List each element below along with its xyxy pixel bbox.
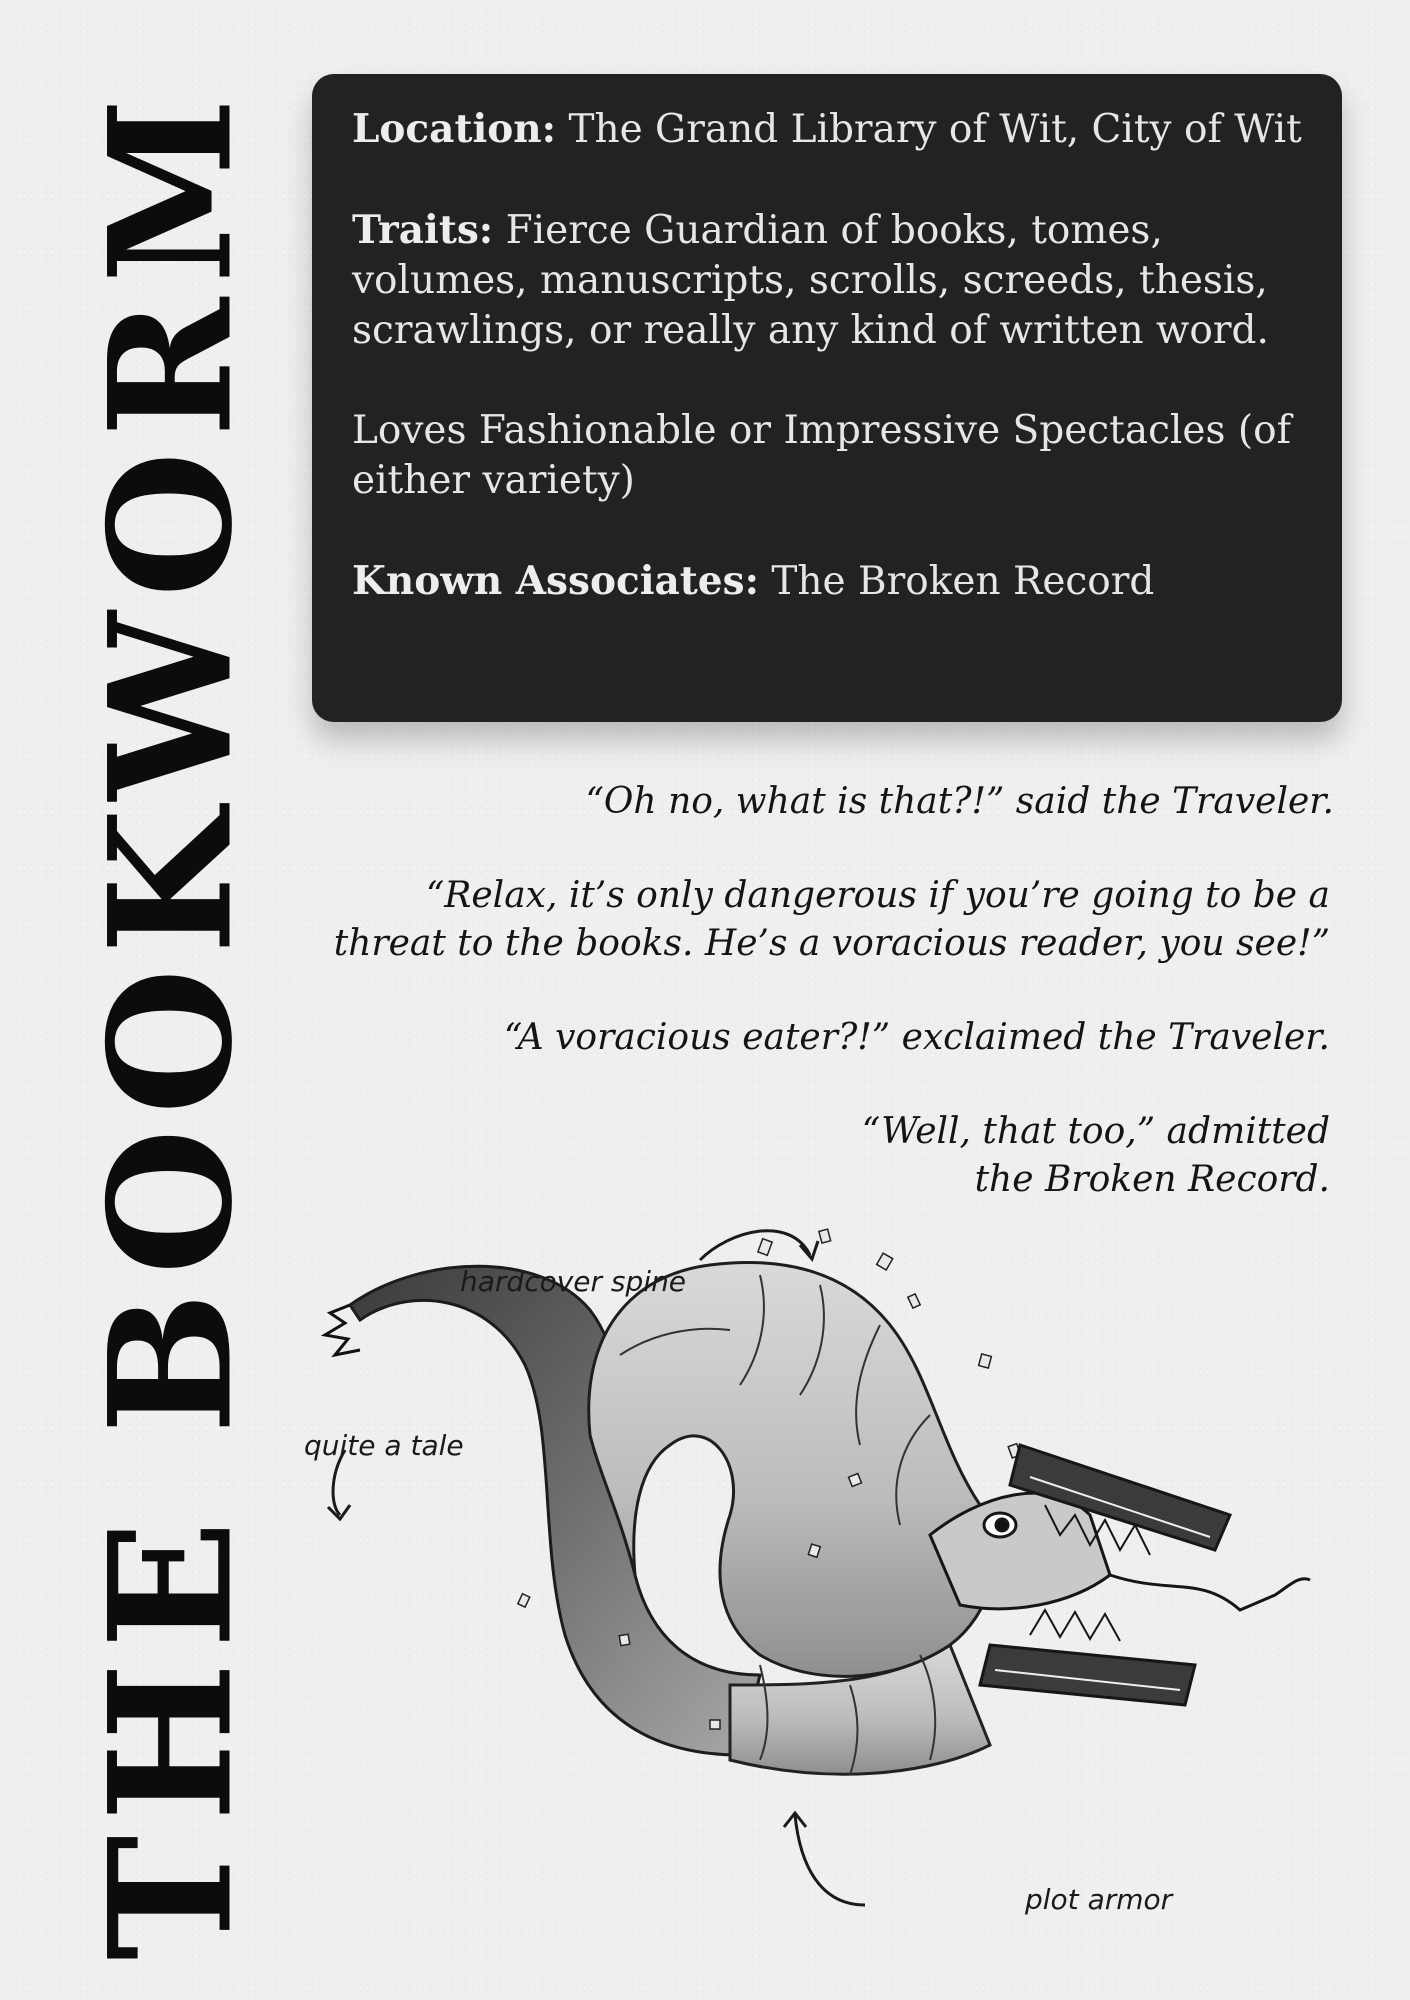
associates-line — [352, 556, 1302, 607]
title-column — [70, 70, 270, 1975]
page-title: THE BOOKWORM — [71, 83, 270, 1961]
annotation-spine: hardcover spine — [460, 1265, 687, 1298]
annotation-tail: quite a tale — [304, 1429, 464, 1462]
bookworm-illustration — [290, 1215, 1370, 1960]
traits-label: Traits: — [352, 207, 494, 253]
bookworm-drawing — [290, 1215, 1370, 1960]
head-book — [930, 1445, 1310, 1705]
location-line — [352, 104, 1302, 155]
associates-value: The Broken Record — [771, 559, 1155, 604]
dialogue-line-2: “Relax, it’s only dangerous if you’re going to be a threat to the books. He’s a voracious reader, you see!” — [333, 875, 1330, 964]
dialogue-line-3: “A voracious eater?!” exclaimed the Traveler. — [503, 1017, 1330, 1058]
annotation-armor: plot armor — [1025, 1883, 1173, 1916]
location-value: The Grand Library of Wit, City of Wit — [568, 107, 1302, 152]
dialogue-block — [330, 778, 1334, 1250]
dialogue-line-1: “Oh no, what is that?!” said the Traveler. — [585, 781, 1334, 822]
location-label: Location: — [352, 106, 557, 152]
dialogue-line-4: “Well, that too,” admitted the Broken Record. — [861, 1111, 1330, 1200]
associates-label: Known Associates: — [352, 558, 759, 604]
info-card — [312, 74, 1342, 722]
loves-line: Loves Fashionable or Impressive Spectacles (of either variety) — [352, 408, 1292, 503]
traits-line — [352, 205, 1302, 356]
traits-value: Fierce Guardian of books, tomes, volumes, manuscripts, scrolls, screeds, thesis, scrawlings, or really any kind of written word. — [352, 208, 1269, 353]
